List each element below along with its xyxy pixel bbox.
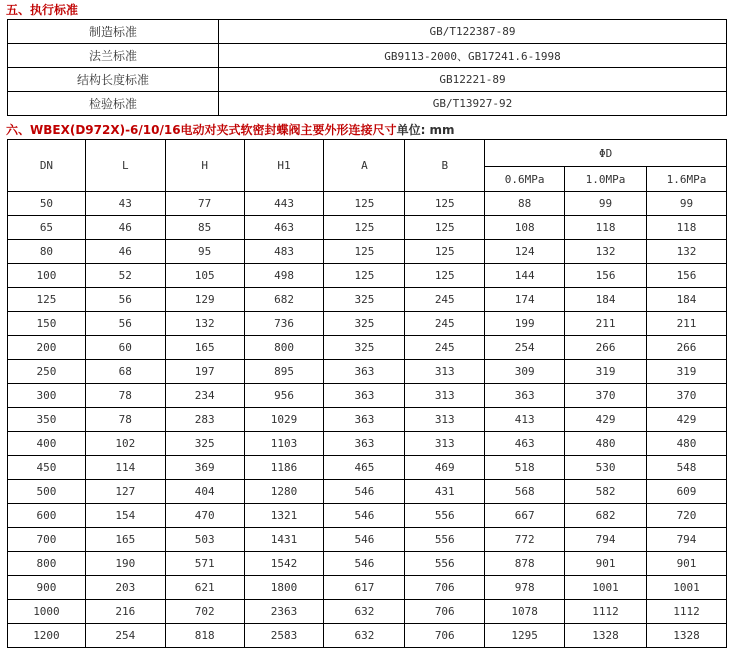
cell-h: 503	[165, 528, 244, 552]
table-row	[8, 552, 727, 576]
cell-dn: 250	[8, 360, 86, 384]
cell-h1: 1800	[244, 576, 324, 600]
cell-d-16: 794	[647, 528, 727, 552]
cell-d-06: 199	[485, 312, 565, 336]
cell-d-16: 1001	[647, 576, 727, 600]
cell-h: 571	[165, 552, 244, 576]
header-phi-d: ΦD	[485, 140, 727, 167]
cell-h: 165	[165, 336, 244, 360]
cell-d-06: 1295	[485, 624, 565, 648]
cell-h1: 736	[244, 312, 324, 336]
cell-b: 706	[405, 576, 485, 600]
cell-dn: 300	[8, 384, 86, 408]
table-row	[8, 408, 727, 432]
cell-a: 546	[324, 552, 405, 576]
cell-a: 363	[324, 360, 405, 384]
cell-h: 369	[165, 456, 244, 480]
header-pressure-16: 1.6MPa	[647, 167, 727, 192]
cell-h1: 483	[244, 240, 324, 264]
cell-b: 125	[405, 192, 485, 216]
cell-l: 56	[85, 288, 165, 312]
cell-d-10: 118	[565, 216, 647, 240]
cell-l: 190	[85, 552, 165, 576]
standard-value: GB12221-89	[219, 68, 727, 92]
cell-a: 125	[324, 216, 405, 240]
cell-l: 68	[85, 360, 165, 384]
cell-d-10: 156	[565, 264, 647, 288]
cell-h: 105	[165, 264, 244, 288]
cell-d-16: 156	[647, 264, 727, 288]
cell-h1: 498	[244, 264, 324, 288]
cell-l: 46	[85, 240, 165, 264]
cell-b: 245	[405, 336, 485, 360]
cell-d-06: 568	[485, 480, 565, 504]
dimensions-table	[7, 139, 727, 648]
cell-d-16: 901	[647, 552, 727, 576]
table-row	[8, 264, 727, 288]
standards-row	[8, 20, 727, 44]
table-row	[8, 504, 727, 528]
header-l: L	[85, 140, 165, 192]
cell-a: 632	[324, 624, 405, 648]
table-row	[8, 576, 727, 600]
cell-l: 154	[85, 504, 165, 528]
cell-dn: 1200	[8, 624, 86, 648]
cell-d-06: 1078	[485, 600, 565, 624]
cell-d-16: 480	[647, 432, 727, 456]
cell-a: 125	[324, 192, 405, 216]
header-dn: DN	[8, 140, 86, 192]
cell-d-16: 266	[647, 336, 727, 360]
cell-b: 245	[405, 288, 485, 312]
cell-d-16: 548	[647, 456, 727, 480]
cell-l: 52	[85, 264, 165, 288]
cell-h1: 1431	[244, 528, 324, 552]
section6-title	[6, 121, 455, 138]
cell-d-10: 1328	[565, 624, 647, 648]
cell-dn: 125	[8, 288, 86, 312]
cell-b: 706	[405, 624, 485, 648]
cell-d-16: 319	[647, 360, 727, 384]
header-a: A	[324, 140, 405, 192]
unit-label: 单位: mm	[396, 123, 455, 137]
cell-h: 818	[165, 624, 244, 648]
cell-d-06: 413	[485, 408, 565, 432]
cell-dn: 500	[8, 480, 86, 504]
cell-b: 313	[405, 384, 485, 408]
cell-d-16: 184	[647, 288, 727, 312]
cell-d-16: 211	[647, 312, 727, 336]
cell-h1: 682	[244, 288, 324, 312]
cell-d-10: 370	[565, 384, 647, 408]
cell-h1: 1280	[244, 480, 324, 504]
cell-b: 469	[405, 456, 485, 480]
cell-l: 46	[85, 216, 165, 240]
cell-d-16: 609	[647, 480, 727, 504]
cell-h1: 895	[244, 360, 324, 384]
table-row	[8, 456, 727, 480]
cell-d-10: 1112	[565, 600, 647, 624]
cell-dn: 200	[8, 336, 86, 360]
cell-d-06: 88	[485, 192, 565, 216]
cell-b: 313	[405, 360, 485, 384]
cell-a: 546	[324, 528, 405, 552]
cell-l: 127	[85, 480, 165, 504]
cell-h: 470	[165, 504, 244, 528]
table-row	[8, 480, 727, 504]
cell-dn: 350	[8, 408, 86, 432]
cell-h1: 463	[244, 216, 324, 240]
cell-b: 556	[405, 552, 485, 576]
table-row	[8, 384, 727, 408]
table-row	[8, 240, 727, 264]
standard-value: GB/T13927-92	[219, 92, 727, 116]
cell-l: 102	[85, 432, 165, 456]
standard-label: 检验标准	[8, 92, 219, 116]
cell-d-06: 463	[485, 432, 565, 456]
header-h: H	[165, 140, 244, 192]
cell-b: 556	[405, 504, 485, 528]
cell-h: 621	[165, 576, 244, 600]
cell-d-06: 144	[485, 264, 565, 288]
cell-a: 363	[324, 432, 405, 456]
cell-d-16: 118	[647, 216, 727, 240]
cell-h1: 443	[244, 192, 324, 216]
cell-dn: 65	[8, 216, 86, 240]
cell-d-16: 429	[647, 408, 727, 432]
table-row	[8, 600, 727, 624]
header-h1: H1	[244, 140, 324, 192]
cell-dn: 400	[8, 432, 86, 456]
table-row	[8, 312, 727, 336]
standards-row	[8, 92, 727, 116]
cell-b: 556	[405, 528, 485, 552]
cell-h: 85	[165, 216, 244, 240]
cell-h: 129	[165, 288, 244, 312]
table-row	[8, 192, 727, 216]
header-pressure-10: 1.0MPa	[565, 167, 647, 192]
cell-d-10: 582	[565, 480, 647, 504]
cell-l: 43	[85, 192, 165, 216]
cell-d-16: 370	[647, 384, 727, 408]
cell-l: 165	[85, 528, 165, 552]
cell-d-10: 480	[565, 432, 647, 456]
cell-h1: 1321	[244, 504, 324, 528]
cell-d-16: 1328	[647, 624, 727, 648]
section5-title: 五、执行标准	[6, 3, 79, 17]
cell-d-06: 667	[485, 504, 565, 528]
standard-value: GB9113-2000、GB17241.6-1998	[219, 44, 727, 68]
table-row	[8, 288, 727, 312]
cell-a: 325	[324, 288, 405, 312]
table-row	[8, 624, 727, 648]
cell-d-10: 99	[565, 192, 647, 216]
standards-row	[8, 68, 727, 92]
cell-b: 313	[405, 408, 485, 432]
cell-b: 431	[405, 480, 485, 504]
cell-h: 197	[165, 360, 244, 384]
standards-row	[8, 44, 727, 68]
cell-b: 313	[405, 432, 485, 456]
cell-d-10: 530	[565, 456, 647, 480]
cell-a: 125	[324, 240, 405, 264]
cell-l: 56	[85, 312, 165, 336]
cell-h: 283	[165, 408, 244, 432]
cell-a: 325	[324, 336, 405, 360]
cell-l: 254	[85, 624, 165, 648]
cell-h: 95	[165, 240, 244, 264]
cell-h1: 1029	[244, 408, 324, 432]
cell-dn: 450	[8, 456, 86, 480]
cell-b: 125	[405, 216, 485, 240]
cell-d-06: 772	[485, 528, 565, 552]
cell-d-06: 108	[485, 216, 565, 240]
cell-dn: 100	[8, 264, 86, 288]
cell-h1: 2583	[244, 624, 324, 648]
cell-a: 325	[324, 312, 405, 336]
cell-h1: 956	[244, 384, 324, 408]
cell-l: 114	[85, 456, 165, 480]
cell-l: 216	[85, 600, 165, 624]
cell-b: 125	[405, 264, 485, 288]
standards-table	[7, 19, 727, 116]
cell-d-16: 132	[647, 240, 727, 264]
cell-d-16: 99	[647, 192, 727, 216]
cell-d-10: 319	[565, 360, 647, 384]
cell-a: 632	[324, 600, 405, 624]
cell-d-06: 174	[485, 288, 565, 312]
cell-l: 78	[85, 384, 165, 408]
cell-dn: 800	[8, 552, 86, 576]
cell-l: 203	[85, 576, 165, 600]
cell-h1: 1103	[244, 432, 324, 456]
cell-l: 78	[85, 408, 165, 432]
cell-d-16: 720	[647, 504, 727, 528]
header-pressure-06: 0.6MPa	[485, 167, 565, 192]
section6-title-text: 六、WBEX(D972X)-6/10/16电动对夹式软密封蝶阀主要外形连接尺寸	[6, 123, 397, 137]
cell-b: 125	[405, 240, 485, 264]
cell-dn: 80	[8, 240, 86, 264]
cell-a: 465	[324, 456, 405, 480]
cell-h: 234	[165, 384, 244, 408]
cell-d-06: 124	[485, 240, 565, 264]
cell-dn: 900	[8, 576, 86, 600]
cell-h1: 2363	[244, 600, 324, 624]
cell-d-06: 518	[485, 456, 565, 480]
table-row	[8, 432, 727, 456]
cell-h: 325	[165, 432, 244, 456]
cell-a: 125	[324, 264, 405, 288]
cell-dn: 1000	[8, 600, 86, 624]
header-b: B	[405, 140, 485, 192]
table-row	[8, 216, 727, 240]
cell-b: 245	[405, 312, 485, 336]
cell-d-10: 1001	[565, 576, 647, 600]
cell-d-06: 309	[485, 360, 565, 384]
standard-label: 法兰标准	[8, 44, 219, 68]
table-row	[8, 360, 727, 384]
standard-value: GB/T122387-89	[219, 20, 727, 44]
cell-d-10: 184	[565, 288, 647, 312]
table-row	[8, 528, 727, 552]
cell-dn: 150	[8, 312, 86, 336]
cell-dn: 600	[8, 504, 86, 528]
cell-dn: 50	[8, 192, 86, 216]
cell-a: 363	[324, 384, 405, 408]
cell-d-10: 901	[565, 552, 647, 576]
cell-d-10: 211	[565, 312, 647, 336]
cell-a: 546	[324, 480, 405, 504]
cell-dn: 700	[8, 528, 86, 552]
standard-label: 制造标准	[8, 20, 219, 44]
cell-d-06: 878	[485, 552, 565, 576]
cell-d-16: 1112	[647, 600, 727, 624]
cell-h: 702	[165, 600, 244, 624]
cell-h1: 800	[244, 336, 324, 360]
cell-h: 404	[165, 480, 244, 504]
cell-h1: 1186	[244, 456, 324, 480]
cell-d-06: 254	[485, 336, 565, 360]
cell-l: 60	[85, 336, 165, 360]
cell-d-10: 682	[565, 504, 647, 528]
cell-h: 77	[165, 192, 244, 216]
standard-label: 结构长度标准	[8, 68, 219, 92]
cell-d-10: 794	[565, 528, 647, 552]
cell-b: 706	[405, 600, 485, 624]
cell-h: 132	[165, 312, 244, 336]
table-row	[8, 336, 727, 360]
cell-d-06: 978	[485, 576, 565, 600]
cell-d-10: 266	[565, 336, 647, 360]
cell-d-10: 132	[565, 240, 647, 264]
cell-a: 617	[324, 576, 405, 600]
cell-d-10: 429	[565, 408, 647, 432]
cell-a: 546	[324, 504, 405, 528]
cell-d-06: 363	[485, 384, 565, 408]
cell-h1: 1542	[244, 552, 324, 576]
cell-a: 363	[324, 408, 405, 432]
